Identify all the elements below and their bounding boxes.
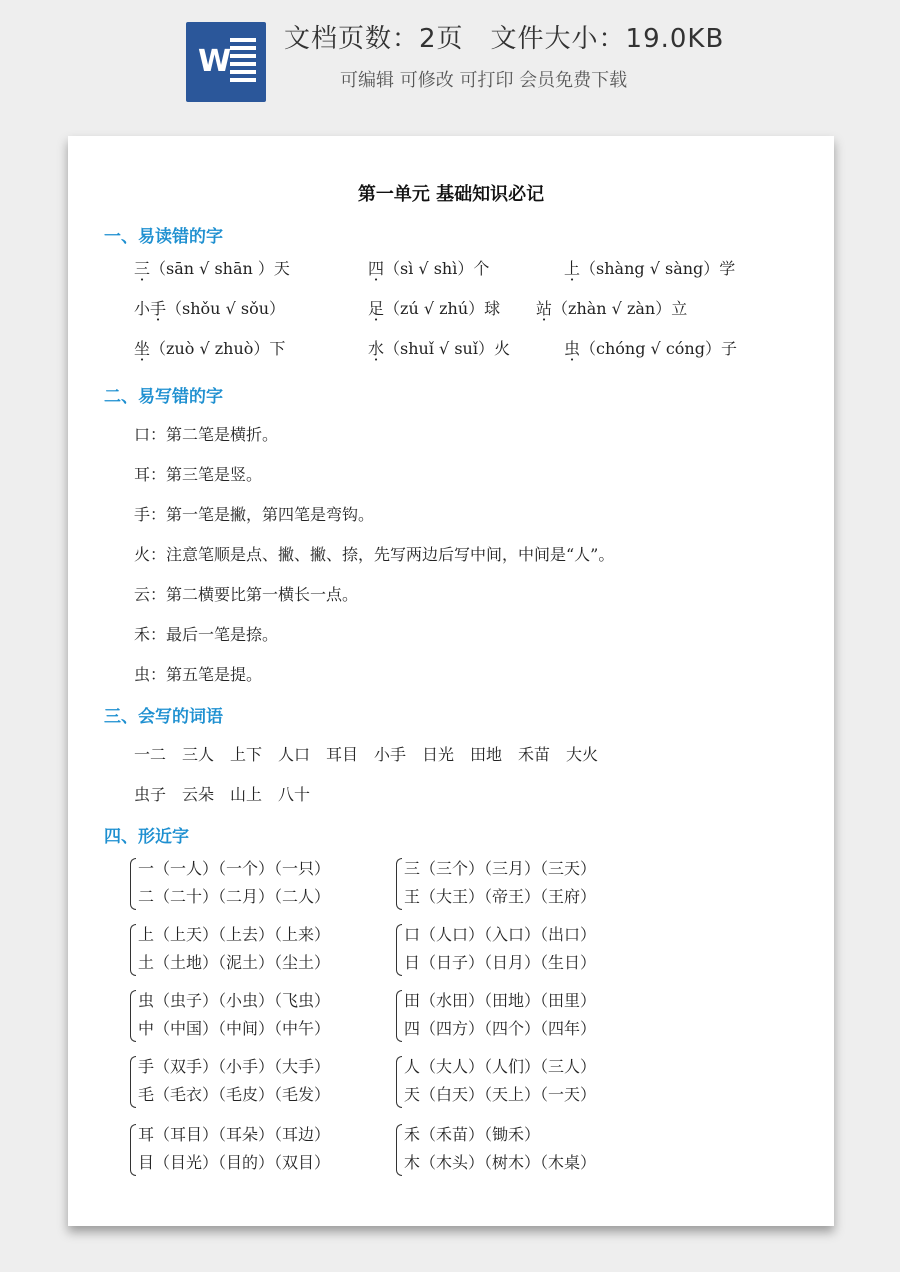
brace-mark — [130, 990, 136, 1042]
brace-mark — [396, 1124, 402, 1176]
download-header — [0, 0, 900, 120]
similar-char-row: 毛（毛衣）（毛皮）（毛发） — [138, 1085, 331, 1104]
pinyin-item: 上（shàng √ sàng）学 — [564, 259, 736, 278]
similar-char-row: 天（白天）（天上）（一天） — [404, 1085, 597, 1104]
section-heading-misread: 一、易读错的字 — [104, 227, 223, 247]
vocabulary-row: 一二 三人 上下 人口 耳目 小手 日光 田地 禾苗 大火 — [134, 745, 599, 764]
similar-char-row: 上（上天）（上去）（上来） — [138, 925, 331, 944]
brace-mark — [396, 924, 402, 976]
section-heading-miswrite: 二、易写错的字 — [104, 387, 223, 407]
word-logo-letter: W — [198, 44, 232, 79]
pinyin-item: 坐（zuò √ zhuò）下 — [134, 339, 286, 358]
brace-mark — [130, 924, 136, 976]
similar-char-row: 木（木头）（树木）（木桌） — [404, 1153, 597, 1172]
brace-mark — [396, 990, 402, 1042]
stroke-note: 虫：第五笔是提。 — [134, 665, 263, 684]
pinyin-item: 虫（chóng √ cóng）子 — [564, 339, 737, 358]
section-heading-vocabulary: 三、会写的词语 — [104, 707, 223, 727]
brace-mark — [396, 858, 402, 910]
similar-char-row: 人（大人）（人们）（三人） — [404, 1057, 597, 1076]
similar-char-row: 王（大王）（帝王）（王府） — [404, 887, 597, 906]
similar-char-row: 中（中国）（中间）（中午） — [138, 1019, 331, 1038]
similar-char-row: 日（日子）（日月）（生日） — [404, 953, 597, 972]
document-title: 第一单元 基础知识必记 — [357, 184, 545, 205]
stroke-note: 口：第二笔是横折。 — [134, 425, 279, 444]
word-document-icon — [186, 22, 266, 102]
similar-char-row: 禾（禾苗）（锄禾） — [404, 1125, 541, 1144]
similar-char-row: 三（三个）（三月）（三天） — [404, 859, 597, 878]
brace-mark — [130, 858, 136, 910]
document-page — [68, 136, 834, 1226]
pinyin-item: 水（shuǐ √ suǐ）火 — [368, 339, 510, 358]
pinyin-item: 足（zú √ zhú）球 — [368, 299, 501, 318]
pinyin-item: 站（zhàn √ zàn）立 — [536, 299, 688, 318]
stroke-note: 火：注意笔顺是点、撇、撇、捺，先写两边后写中间，中间是“人”。 — [134, 545, 615, 564]
document-meta-title: 文档页数：2页 文件大小：19.0KB — [284, 24, 725, 54]
pinyin-item: 小手（shǒu √ sǒu） — [134, 299, 286, 318]
similar-char-row: 手（双手）（小手）（大手） — [138, 1057, 331, 1076]
stroke-note: 云：第二横要比第一横长一点。 — [134, 585, 359, 604]
brace-mark — [396, 1056, 402, 1108]
similar-char-row: 二（二十）（二月）（二人） — [138, 887, 331, 906]
brace-mark — [130, 1124, 136, 1176]
pinyin-item: 三（sān √ shān ）天 — [134, 259, 290, 278]
section-heading-similar-chars: 四、形近字 — [104, 827, 189, 847]
pinyin-item: 四（sì √ shì）个 — [368, 259, 490, 278]
stroke-note: 手：第一笔是撇，第四笔是弯钩。 — [134, 505, 375, 524]
brace-mark — [130, 1056, 136, 1108]
stroke-note: 禾：最后一笔是捺。 — [134, 625, 279, 644]
similar-char-row: 四（四方）（四个）（四年） — [404, 1019, 597, 1038]
similar-char-row: 一（一人）（一个）（一只） — [138, 859, 331, 878]
document-meta-subtitle: 可编辑 可修改 可打印 会员免费下载 — [340, 70, 628, 91]
similar-char-row: 耳（耳目）（耳朵）（耳边） — [138, 1125, 331, 1144]
vocabulary-row: 虫子 云朵 山上 八十 — [134, 785, 311, 804]
similar-char-row: 土（土地）（泥土）（尘土） — [138, 953, 331, 972]
similar-char-row: 田（水田）（田地）（田里） — [404, 991, 597, 1010]
similar-char-row: 口（人口）（入口）（出口） — [404, 925, 597, 944]
similar-char-row: 目（目光）（目的）（双目） — [138, 1153, 331, 1172]
similar-char-row: 虫（虫子）（小虫）（飞虫） — [138, 991, 331, 1010]
stroke-note: 耳：第三笔是竖。 — [134, 465, 263, 484]
